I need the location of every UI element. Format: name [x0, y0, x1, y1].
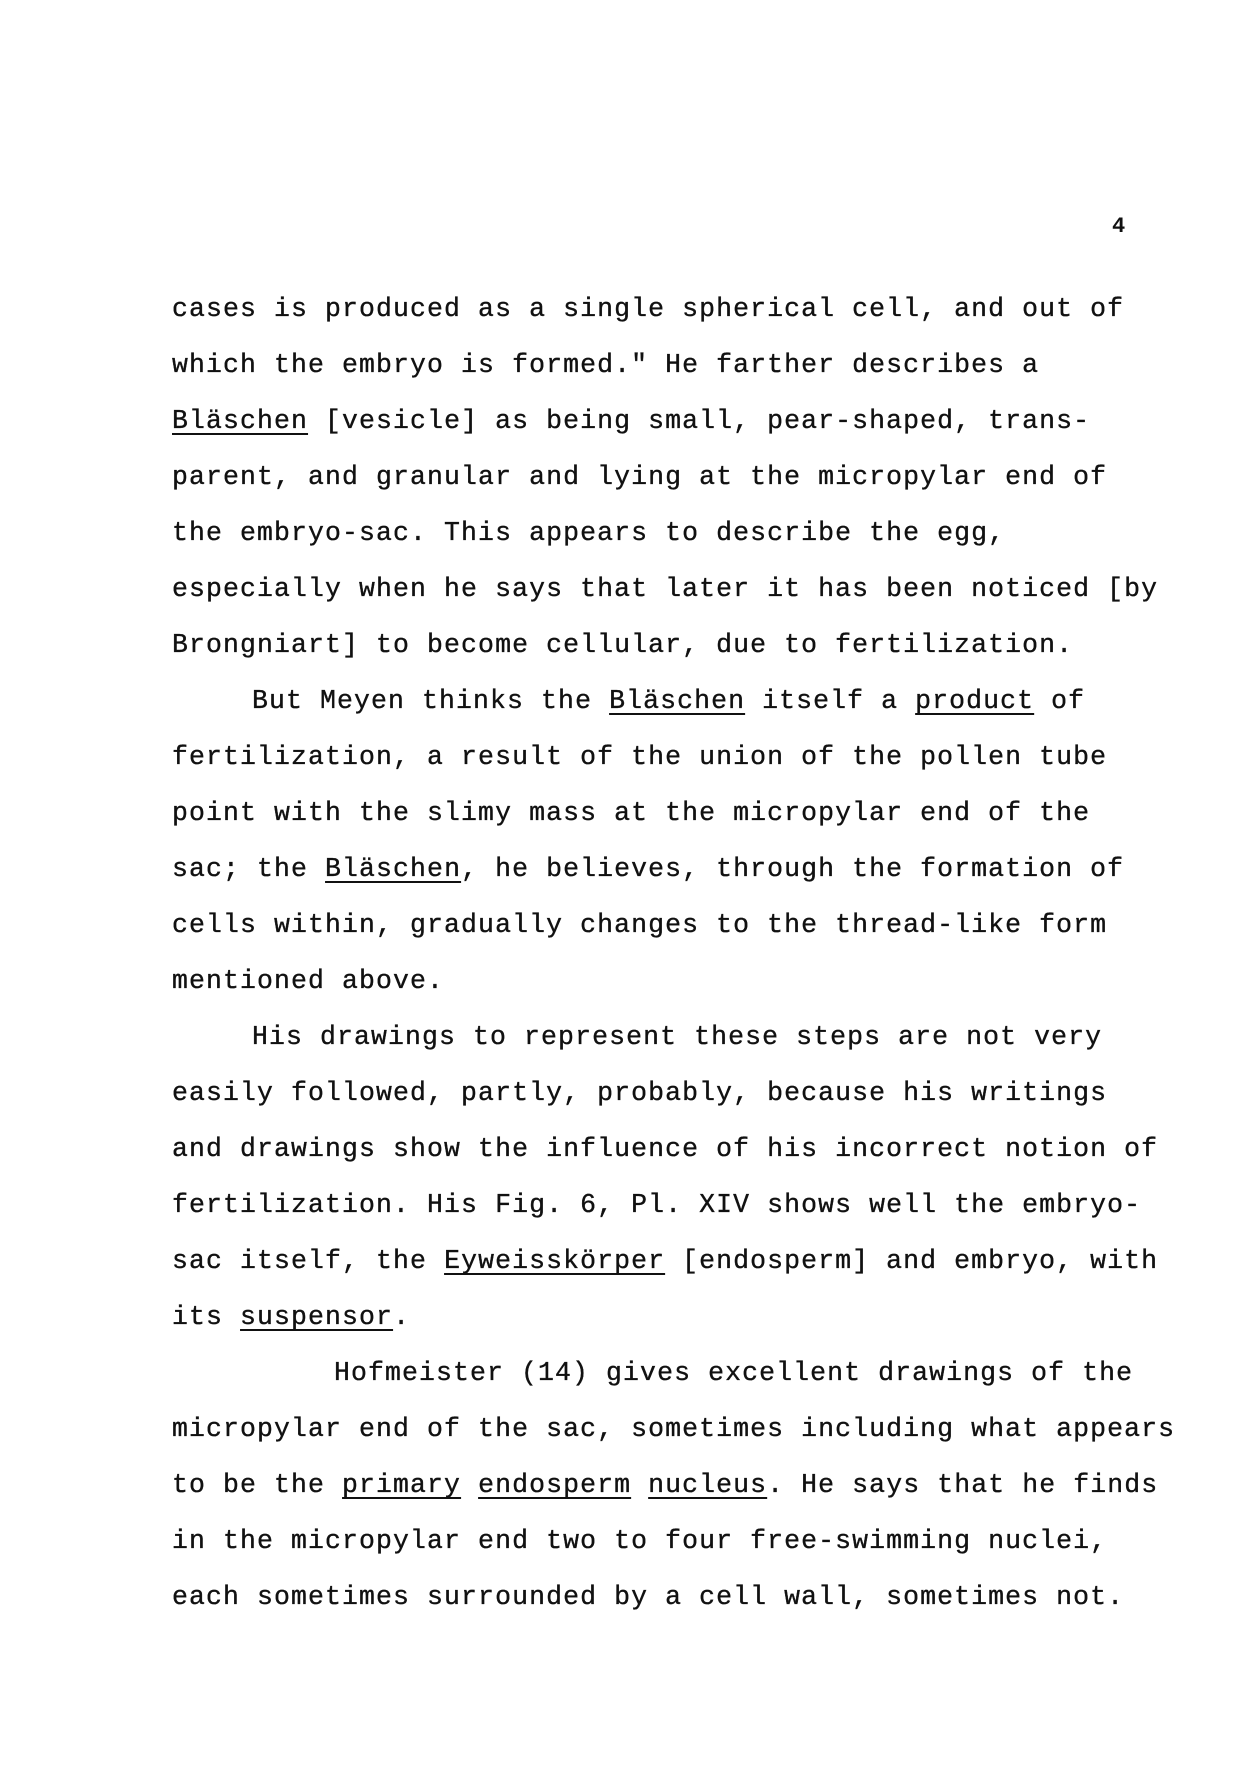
text-segment: micropylar end of the sac, sometimes including what appears	[172, 1414, 1176, 1444]
text-line	[138, 320, 1039, 380]
text-segment: His drawings to represent these steps are not very	[252, 1022, 1103, 1052]
text-line	[138, 488, 1005, 548]
text-segment: in the micropylar end two to four free-swimming nuclei,	[172, 1526, 1108, 1556]
text-line	[138, 376, 1090, 436]
text-line	[218, 656, 1085, 716]
text-line	[218, 992, 1102, 1052]
text-line	[138, 1048, 1107, 1108]
underlined-term: nucleus	[648, 1470, 768, 1500]
text-line	[138, 1272, 410, 1332]
underlined-term: suspensor	[240, 1302, 394, 1332]
text-segment: But Meyen thinks the	[252, 686, 610, 716]
text-line	[138, 1104, 1158, 1164]
text-line	[138, 712, 1107, 772]
text-segment: and drawings show the influence of his incorrect notion of	[172, 1134, 1159, 1164]
text-segment: [endosperm] and embryo, with	[665, 1246, 1159, 1276]
text-line	[138, 600, 1073, 660]
underlined-term: Bläschen	[325, 854, 462, 884]
text-segment: the embryo-sac. This appears to describe the egg,	[172, 518, 1006, 548]
text-segment: to be the	[172, 1470, 343, 1500]
text-segment: point with the slimy mass at the micropylar end of the	[172, 798, 1091, 828]
text-segment: mentioned above.	[172, 966, 445, 996]
text-segment: sac itself, the	[172, 1246, 445, 1276]
text-segment: . He says that he finds	[767, 1470, 1159, 1500]
text-line	[138, 936, 444, 996]
underlined-term: Bläschen	[172, 406, 309, 436]
text-segment: fertilization, a result of the union of the pollen tube	[172, 742, 1108, 772]
text-segment: Hofmeister (14) gives excellent drawings of the	[334, 1358, 1134, 1388]
text-line	[138, 1496, 1107, 1556]
text-line	[138, 432, 1107, 492]
underlined-term: Bläschen	[609, 686, 746, 716]
text-segment: parent, and granular and lying at the micropylar end of	[172, 462, 1108, 492]
underlined-term: Eyweisskörper	[444, 1246, 666, 1276]
text-segment: , he believes, through the formation of	[461, 854, 1125, 884]
text-segment: its	[172, 1302, 241, 1332]
text-line	[138, 264, 1124, 324]
underlined-term: product	[915, 686, 1035, 716]
text-segment: .	[393, 1302, 411, 1332]
text-line	[138, 880, 1107, 940]
text-line	[138, 768, 1090, 828]
text-line	[138, 1440, 1158, 1500]
text-segment: Brongniart] to become cellular, due to fertilization.	[172, 630, 1074, 660]
text-segment: [vesicle] as being small, pear-shaped, trans-	[308, 406, 1091, 436]
text-line	[138, 1552, 1124, 1612]
text-segment: cells within, gradually changes to the thread-like form	[172, 910, 1108, 940]
text-segment: easily followed, partly, probably, because his writings	[172, 1078, 1108, 1108]
text-segment: which the embryo is formed." He farther describes a	[172, 350, 1040, 380]
text-line	[138, 1216, 1158, 1276]
text-segment: of	[1034, 686, 1086, 716]
text-line	[138, 544, 1158, 604]
page-number: 4	[1112, 214, 1126, 239]
text-line	[138, 824, 1124, 884]
text-line	[138, 1160, 1141, 1220]
text-segment: each sometimes surrounded by a cell wall, sometimes not.	[172, 1582, 1125, 1612]
text-segment: especially when he says that later it has been noticed [by	[172, 574, 1159, 604]
underlined-term: endosperm	[478, 1470, 632, 1500]
text-segment: sac; the	[172, 854, 326, 884]
text-segment: itself a	[745, 686, 916, 716]
text-line	[300, 1328, 1133, 1388]
text-line	[138, 1384, 1175, 1444]
text-segment: fertilization. His Fig. 6, Pl. XIV shows well the embryo-	[172, 1190, 1142, 1220]
text-segment: cases is produced as a single spherical cell, and out of	[172, 294, 1125, 324]
underlined-term: primary	[342, 1470, 462, 1500]
